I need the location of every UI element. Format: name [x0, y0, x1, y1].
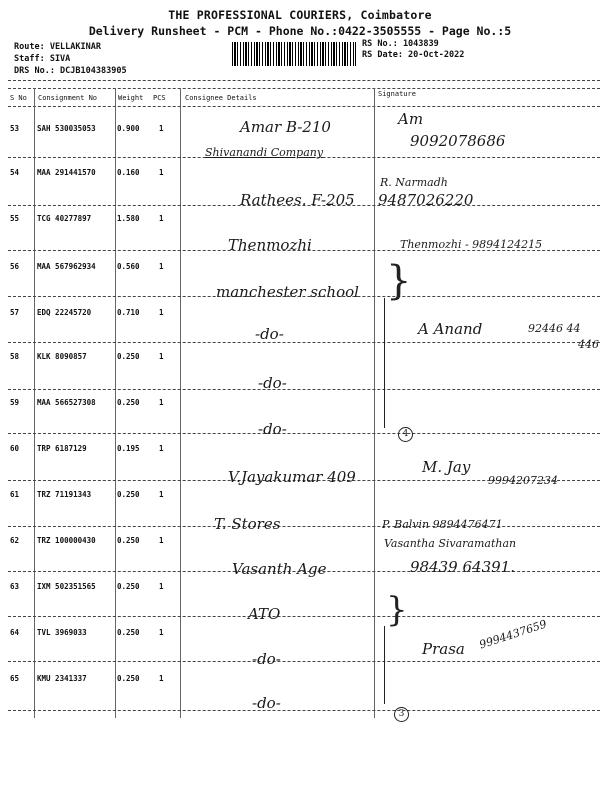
table-row: [0, 262, 600, 271]
handwritten-name: Rathees. F-205: [240, 191, 355, 209]
column-divider: [115, 88, 116, 718]
table-row: [0, 352, 600, 361]
cell-consignment: SAH 530035053: [37, 124, 96, 133]
table-row: [0, 168, 600, 177]
cell-sno: 54: [10, 168, 20, 177]
cell-sno: 57: [10, 308, 20, 317]
cell-consignment: TCG 40277897: [37, 214, 92, 223]
table-row: [0, 444, 600, 453]
handwritten-brace: }: [386, 258, 412, 304]
cell-consignment: MAA 567962934: [37, 262, 96, 271]
handwritten-name: V.Jayakumar 409: [228, 468, 356, 486]
cell-sno: 62: [10, 536, 20, 545]
cell-sno: 64: [10, 628, 20, 637]
cell-weight: 0.250: [117, 490, 140, 499]
cell-pcs: 1: [159, 444, 164, 453]
table-row: [0, 582, 600, 591]
cell-pcs: 1: [159, 124, 164, 133]
table-row: [0, 308, 600, 317]
cell-sno: 61: [10, 490, 20, 499]
handwritten-name: T. Stores: [214, 515, 281, 533]
cell-sno: 59: [10, 398, 20, 407]
handwritten-signature: Thenmozhi - 9894124215: [400, 238, 543, 251]
route: Route: VELLAKINAR: [14, 42, 101, 52]
column-divider: [34, 88, 35, 718]
col-header-pcs: PCS: [153, 94, 166, 102]
handwritten-phone: 446: [578, 338, 599, 351]
cell-pcs: 1: [159, 628, 164, 637]
row-divider: [8, 389, 600, 390]
cell-pcs: 1: [159, 398, 164, 407]
cell-pcs: 1: [159, 582, 164, 591]
column-divider: [374, 88, 375, 718]
divider: [8, 80, 600, 81]
table-row: [0, 214, 600, 223]
row-divider: [8, 710, 600, 711]
handwritten-name: Amar B-210: [240, 118, 331, 136]
cell-weight: 0.250: [117, 536, 140, 545]
table-row: [0, 674, 600, 683]
handwritten-phone: 9994437659: [477, 617, 549, 652]
handwritten-name: Vasanth Age: [232, 560, 327, 578]
col-header-signature: Signature: [378, 90, 416, 98]
company-name: THE PROFESSIONAL COURIERS, Coimbatore: [168, 8, 432, 22]
cell-sno: 58: [10, 352, 20, 361]
handwritten-signature: Vasantha Sivaramathan: [384, 537, 517, 550]
handwritten-phone: 9994207234: [488, 474, 558, 487]
cell-weight: 0.195: [117, 444, 140, 453]
handwritten-phone: 9092078686: [410, 132, 506, 150]
col-header-consignment: Consignment No: [38, 94, 98, 102]
handwritten-name: -do-: [258, 420, 287, 438]
cell-sno: 56: [10, 262, 20, 271]
handwritten-phone: 9487026220: [378, 191, 474, 209]
cell-consignment: KLK 8090857: [37, 352, 87, 361]
cell-sno: 60: [10, 444, 20, 453]
cell-consignment: TRZ 100000430: [37, 536, 96, 545]
cell-consignment: MAA 291441570: [37, 168, 96, 177]
cell-weight: 0.250: [117, 398, 140, 407]
cell-weight: 0.710: [117, 308, 140, 317]
handwritten-count: [394, 702, 409, 722]
handwritten-name: manchester school: [216, 283, 359, 301]
col-header-sno: S No: [10, 94, 27, 102]
cell-weight: 0.160: [117, 168, 140, 177]
table-row: [0, 398, 600, 407]
table-row: [0, 490, 600, 499]
col-header-details: Consignee Details: [185, 94, 257, 102]
handwritten-brace-line: [380, 626, 385, 704]
cell-pcs: 1: [159, 490, 164, 499]
cell-weight: 0.250: [117, 674, 140, 683]
handwritten-name: Shivanandi Company: [205, 146, 324, 159]
divider: [8, 106, 600, 107]
cell-sno: 53: [10, 124, 20, 133]
handwritten-signature: P. Balvin 9894476471: [382, 518, 503, 531]
cell-consignment: MAA 566527308: [37, 398, 96, 407]
handwritten-phone: 92446 44: [528, 322, 581, 335]
divider: [8, 88, 600, 89]
cell-weight: 1.580: [117, 214, 140, 223]
row-divider: [8, 342, 600, 343]
staff: Staff: SIVA: [14, 54, 71, 64]
cell-consignment: KMU 2341337: [37, 674, 87, 683]
count-circle: 4: [398, 427, 413, 442]
cell-pcs: 1: [159, 168, 164, 177]
cell-sno: 65: [10, 674, 20, 683]
cell-pcs: 1: [159, 352, 164, 361]
cell-weight: 0.560: [117, 262, 140, 271]
count-circle: 3: [394, 707, 409, 722]
handwritten-name: -do-: [252, 694, 281, 712]
handwritten-count: [398, 422, 413, 442]
cell-consignment: TVL 3969033: [37, 628, 87, 637]
rs-date: RS Date: 20-Oct-2022: [362, 50, 465, 60]
row-divider: [8, 616, 600, 617]
cell-pcs: 1: [159, 262, 164, 271]
handwritten-name: -do-: [252, 650, 281, 668]
handwritten-name: -do-: [255, 325, 284, 343]
handwritten-signature: M. Jay: [422, 458, 471, 476]
handwritten-phone: 98439 64391.: [410, 558, 515, 576]
cell-consignment: TRZ 71191343: [37, 490, 92, 499]
cell-pcs: 1: [159, 536, 164, 545]
cell-pcs: 1: [159, 674, 164, 683]
rs-number: RS No.: 1043839: [362, 39, 439, 49]
cell-consignment: TRP 6187129: [37, 444, 87, 453]
handwritten-name: -do-: [258, 374, 287, 392]
row-divider: [8, 661, 600, 662]
runsheet-title: Delivery Runsheet - PCM - Phone No.:0422-3505555 - Page No.:5: [88, 24, 512, 38]
column-divider: [180, 88, 181, 718]
handwritten-signature: A Anand: [418, 320, 483, 338]
drs-number: DRS No.: DCJB104383905: [14, 66, 127, 76]
handwritten-signature: Am: [398, 110, 424, 128]
col-header-weight: Weight: [118, 94, 144, 102]
handwritten-name: ATO: [248, 605, 281, 623]
handwritten-brace-line: [380, 298, 385, 428]
cell-weight: 0.900: [117, 124, 140, 133]
cell-pcs: 1: [159, 214, 164, 223]
cell-sno: 55: [10, 214, 20, 223]
cell-consignment: EDQ 22245720: [37, 308, 92, 317]
row-divider: [8, 526, 600, 527]
handwritten-brace: }: [386, 590, 408, 630]
cell-weight: 0.250: [117, 628, 140, 637]
handwritten-signature: Prasa: [422, 640, 465, 658]
handwritten-name: Thenmozhi: [228, 236, 312, 254]
cell-sno: 63: [10, 582, 20, 591]
handwritten-signature: R. Narmadh: [380, 176, 448, 189]
barcode: [232, 42, 356, 66]
row-divider: [8, 433, 600, 434]
cell-consignment: IXM 502351565: [37, 582, 96, 591]
cell-weight: 0.250: [117, 352, 140, 361]
cell-pcs: 1: [159, 308, 164, 317]
cell-weight: 0.250: [117, 582, 140, 591]
